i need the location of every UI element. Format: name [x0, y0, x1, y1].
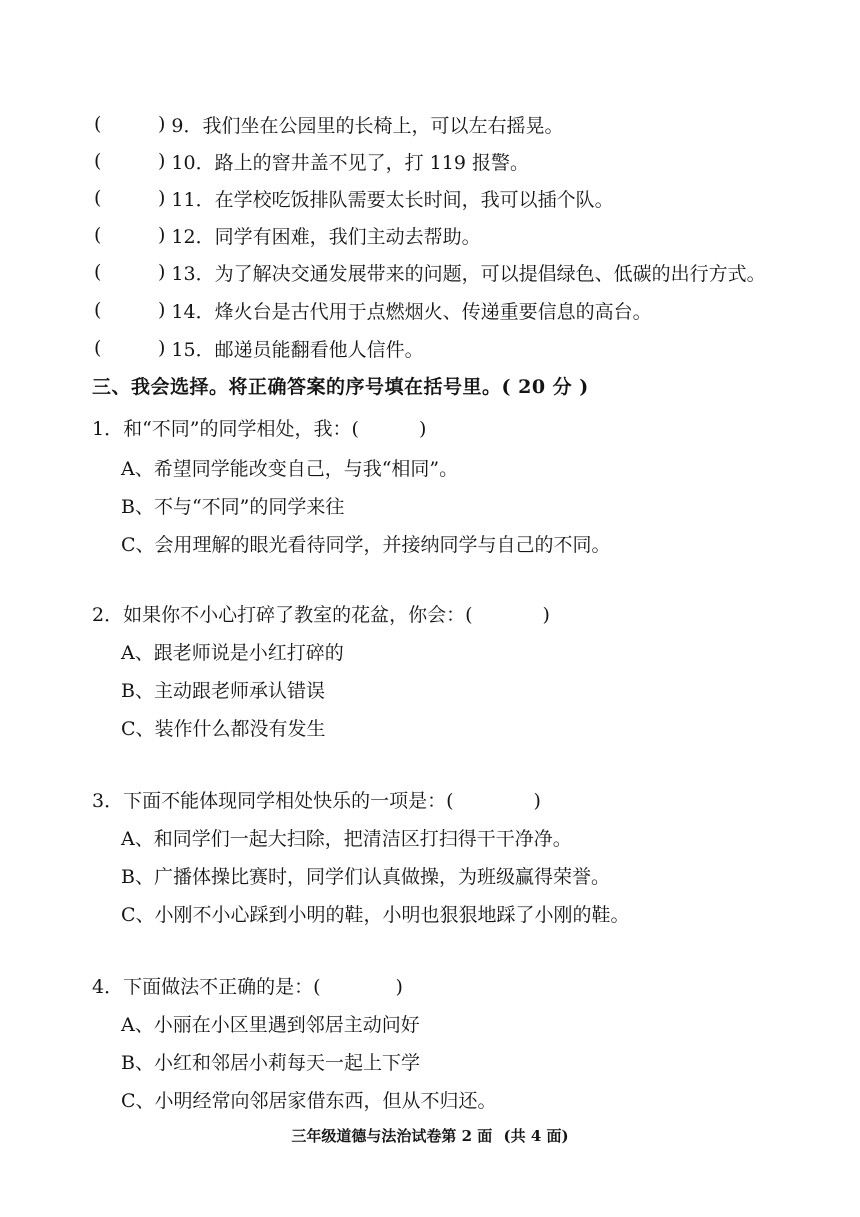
tf-item-text: 15．邮递员能翻看他人信件。 — [171, 338, 424, 361]
question-1-option-c: C、会用理解的眼光看待同学，并接纳同学与自己的不同。 — [121, 534, 611, 556]
answer-paren-open[interactable]: ( — [94, 150, 102, 172]
question-3-option-c: C、小刚不小心踩到小明的鞋，小明也狠狠地踩了小刚的鞋。 — [121, 904, 630, 926]
footer-total-pages: (共 4 面) — [503, 1127, 569, 1145]
question-3-option-a: A、和同学们一起大扫除，把清洁区打扫得干干净净。 — [121, 828, 572, 850]
answer-paren-open[interactable]: ( — [94, 113, 102, 135]
question-2-option-a: A、跟老师说是小红打碎的 — [121, 642, 344, 664]
tf-item-text: 9．我们坐在公园里的长椅上，可以左右摇晃。 — [171, 114, 564, 137]
answer-paren-open[interactable]: ( — [94, 224, 102, 246]
tf-item-9 — [94, 110, 564, 138]
answer-paren-close: ) — [158, 261, 166, 283]
tf-item-text: 14．烽火台是古代用于点燃烟火、传递重要信息的高台。 — [171, 300, 652, 323]
tf-item-text: 12．同学有困难，我们主动去帮助。 — [171, 225, 481, 248]
tf-item-12 — [94, 221, 481, 249]
answer-paren-close: ) — [542, 604, 550, 626]
question-text: 4．下面做法不正确的是：( — [92, 976, 321, 998]
answer-paren-close: ) — [395, 976, 403, 998]
question-1-option-b: B、不与“不同”的同学来往 — [121, 496, 345, 518]
question-1-option-a: A、希望同学能改变自己，与我“相同”。 — [121, 458, 459, 480]
section-3-heading: 三、我会选择。将正确答案的序号填在括号里。( 20 分 ) — [92, 376, 589, 398]
answer-paren-open[interactable]: ( — [94, 187, 102, 209]
question-text: 1．和“不同”的同学相处，我：( — [92, 418, 359, 440]
answer-paren-open[interactable]: ( — [94, 337, 102, 359]
question-4-option-a: A、小丽在小区里遇到邻居主动问好 — [121, 1014, 420, 1036]
tf-item-14 — [94, 296, 652, 324]
answer-paren-open[interactable]: ( — [94, 299, 102, 321]
question-3-stem — [92, 786, 541, 813]
tf-item-text: 13．为了解决交通发展带来的问题，可以提倡绿色、低碳的出行方式。 — [171, 262, 766, 285]
question-text: 2．如果你不小心打碎了教室的花盆，你会：( — [92, 604, 473, 626]
question-2-option-b: B、主动跟老师承认错误 — [121, 680, 325, 702]
tf-item-text: 11．在学校吃饭排队需要太长时间，我可以插个队。 — [171, 188, 614, 211]
question-4-stem — [92, 972, 403, 999]
answer-paren-close: ) — [158, 150, 166, 172]
answer-paren-close: ) — [158, 299, 166, 321]
answer-paren-close: ) — [533, 790, 541, 812]
answer-paren-open[interactable]: ( — [94, 261, 102, 283]
question-2-stem — [92, 600, 550, 627]
tf-item-15 — [94, 334, 424, 362]
question-text: 3．下面不能体现同学相处快乐的一项是：( — [92, 790, 454, 812]
question-4-option-b: B、小红和邻居小莉每天一起上下学 — [121, 1052, 420, 1074]
question-1-stem — [92, 414, 426, 441]
answer-paren-close: ) — [158, 337, 166, 359]
tf-item-10 — [94, 147, 529, 175]
footer-page-label: 三年级道德与法治试卷第 2 面 — [291, 1127, 493, 1145]
answer-paren-close: ) — [158, 113, 166, 135]
page-footer — [0, 1125, 860, 1146]
answer-paren-close: ) — [158, 187, 166, 209]
question-3-option-b: B、广播体操比赛时，同学们认真做操，为班级赢得荣誉。 — [121, 866, 610, 888]
tf-item-text: 10．路上的窨井盖不见了，打 119 报警。 — [171, 151, 529, 174]
question-4-option-c: C、小明经常向邻居家借东西，但从不归还。 — [121, 1090, 497, 1112]
question-2-option-c: C、装作什么都没有发生 — [121, 718, 326, 740]
answer-paren-close: ) — [158, 224, 166, 246]
answer-paren-close: ) — [418, 418, 427, 440]
tf-item-13 — [94, 258, 766, 286]
tf-item-11 — [94, 184, 614, 212]
